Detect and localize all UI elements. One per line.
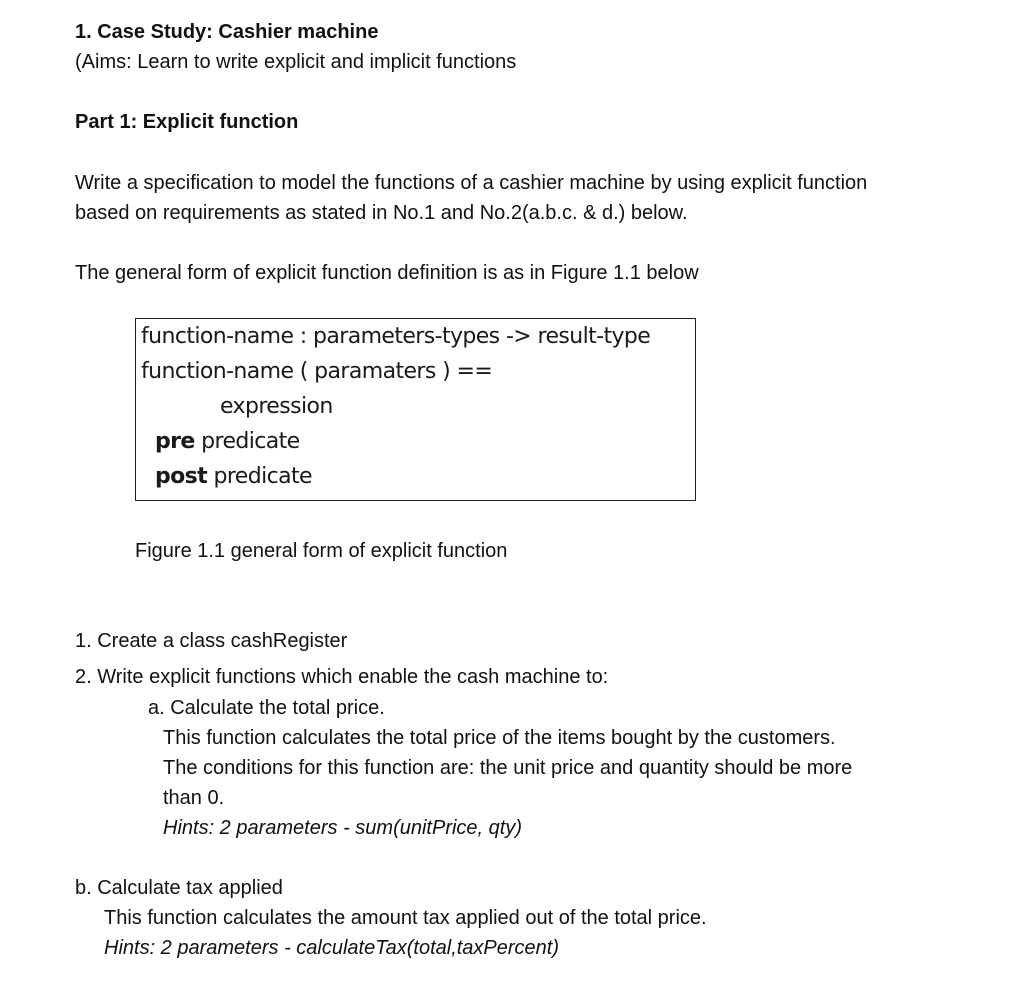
task-a-hint: Hints: 2 parameters - sum(unitPrice, qty) [163, 817, 522, 839]
aims-text: (Aims: Learn to write explicit and implicit functions [75, 51, 517, 73]
general-form-text: The general form of explicit function definition is as in Figure 1.1 below [75, 262, 699, 284]
task-b-hint: Hints: 2 parameters - calculateTax(total,taxPercent) [104, 937, 560, 959]
figure-post-line [155, 464, 312, 490]
task-a-title: a. Calculate the total price. [148, 697, 385, 719]
case-study-title: 1. Case Study: Cashier machine [75, 21, 379, 43]
pre-keyword: pre [155, 429, 195, 454]
post-predicate: predicate [207, 464, 312, 489]
task-a-desc-2: The conditions for this function are: the unit price and quantity should be more [163, 757, 853, 779]
intro-line-2: based on requirements as stated in No.1 and No.2(a.b.c. & d.) below. [75, 202, 688, 224]
intro-line-1: Write a specification to model the functions of a cashier machine by using explicit function [75, 172, 868, 194]
figure-signature-line: function-name : parameters-types -> result-type [141, 324, 651, 349]
task-item-2: 2. Write explicit functions which enable the cash machine to: [75, 666, 609, 688]
task-b-desc-1: This function calculates the amount tax applied out of the total price. [104, 907, 707, 929]
post-keyword: post [155, 464, 208, 489]
task-a-desc-3: than 0. [163, 787, 225, 809]
figure-caption: Figure 1.1 general form of explicit function [135, 540, 508, 562]
task-b-title: b. Calculate tax applied [75, 877, 283, 899]
task-a-desc-1: This function calculates the total price of the items bought by the customers. [163, 727, 836, 749]
figure-box [135, 318, 696, 501]
task-item-1: 1. Create a class cashRegister [75, 630, 348, 652]
pre-predicate: predicate [194, 429, 300, 454]
figure-definition-line: function-name ( paramaters ) == [141, 359, 493, 384]
figure-expression-line: expression [220, 394, 333, 419]
figure-pre-line [155, 429, 300, 455]
part1-title: Part 1: Explicit function [75, 111, 299, 133]
